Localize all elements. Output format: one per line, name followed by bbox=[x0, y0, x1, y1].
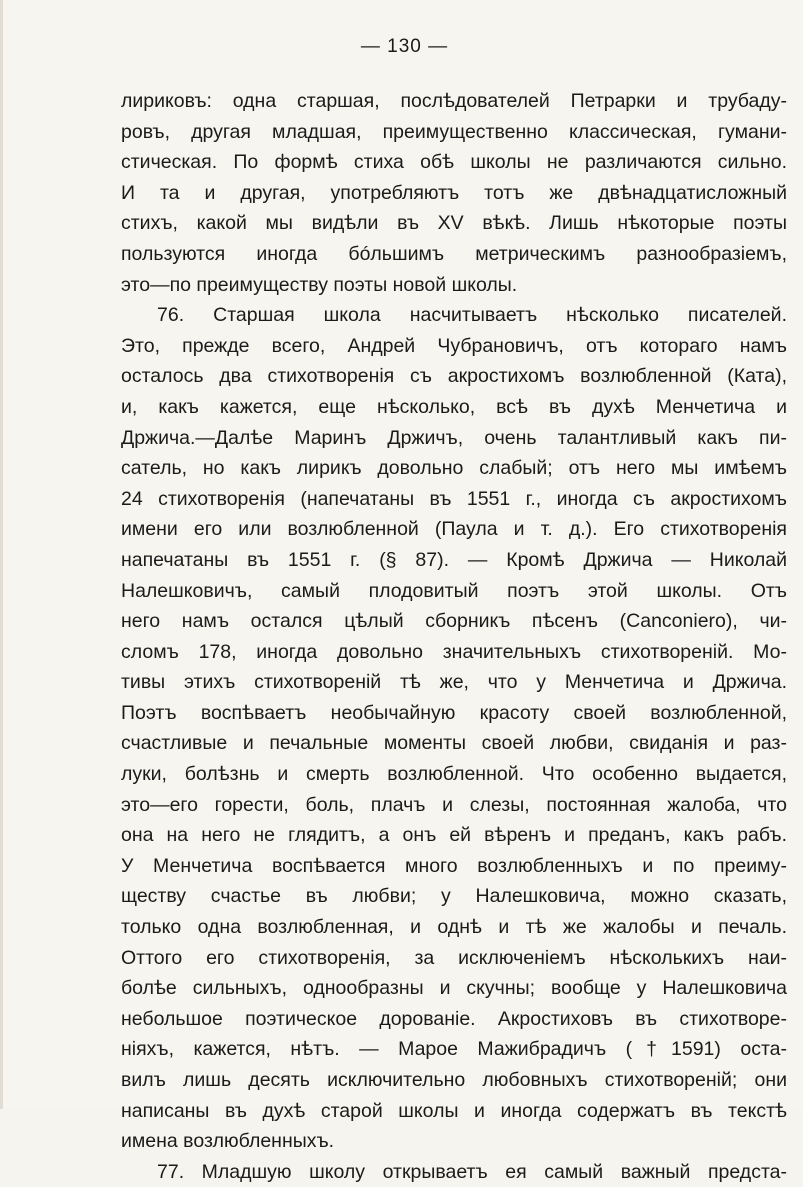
text-line: болѣе сильныхъ, однообразны и скучны; вообще у Налешковича bbox=[121, 977, 787, 1000]
text-line: пользуются иногда бóльшимъ метрическимъ разнообразіемъ, bbox=[121, 242, 787, 265]
text-line: вилъ лишь десять исключительно любовныхъ стихотвореній; они bbox=[121, 1069, 787, 1091]
text-line: Это, прежде всего, Андрей Чубрановичъ, отъ котораго намъ bbox=[121, 334, 787, 357]
text-line: 76. Старшая школа насчитываетъ нѣсколько писателей. bbox=[157, 304, 787, 327]
text-line: напечатаны въ 1551 г. (§ 87). — Кромѣ Држича — Николай bbox=[121, 548, 787, 571]
text-line: имена возлюбленныхъ. bbox=[121, 1130, 335, 1153]
text-line: ществу счастье въ любви; у Налешковича, можно сказать, bbox=[121, 885, 787, 908]
text-line: лириковъ: одна старшая, послѣдователей Петрарки и трубаду- bbox=[121, 90, 787, 112]
text-line: небольшое поэтическое дорованіе. Акростиховъ въ стихотворе- bbox=[121, 1007, 787, 1030]
text-line: 24 стихотворенія (напечатаны въ 1551 г., иногда съ акростихомъ bbox=[121, 487, 787, 510]
text-line: счастливые и печальные моменты своей любви, свиданія и раз- bbox=[121, 732, 787, 755]
text-line: это—его горести, боль, плачъ и слезы, постоянная жалоба, что bbox=[121, 793, 787, 816]
text-line: У Менчетича воспѣвается много возлюбленныхъ и по преиму- bbox=[121, 854, 787, 877]
page-number: — 130 — bbox=[360, 36, 449, 57]
text-line: это—по преимуществу поэты новой школы. bbox=[121, 273, 518, 296]
text-line: 77. Младшую школу открываетъ ея самый важный предста- bbox=[157, 1160, 787, 1183]
text-line: она на него не глядитъ, а онъ ей вѣренъ и преданъ, какъ рабъ. bbox=[121, 824, 787, 847]
text-line: ніяхъ, кажется, нѣтъ. — Мароe Мажибрадичъ (†1591) оста- bbox=[121, 1038, 787, 1061]
text-line: сломъ 178, иногда довольно значительныхъ стихотвореній. Мо- bbox=[121, 640, 787, 663]
text-line: и, какъ кажется, еще нѣсколько, всѣ въ духѣ Менчетича и bbox=[121, 395, 787, 418]
text-line: стихъ, какой мы видѣли въ XV вѣкѣ. Лишь нѣкоторые поэты bbox=[121, 212, 787, 235]
text-line: тивы этихъ стихотвореній тѣ же, что у Менчетича и Држича. bbox=[121, 671, 787, 694]
text-line: написаны въ духѣ старой школы и иногда содержатъ въ текстѣ bbox=[121, 1099, 787, 1122]
text-line: него намъ остался цѣлый сборникъ пѣсенъ (Canconiero), чи- bbox=[121, 610, 787, 633]
text-line: ровъ, другая младшая, преимущественно классическая, гумани- bbox=[121, 120, 787, 143]
text-line: Држича.—Далѣе Маринъ Држичъ, очень талантливый какъ пи- bbox=[121, 426, 787, 449]
text-line: имени его или возлюбленной (Паула и т. д.). Его стихотворенія bbox=[121, 518, 787, 541]
text-line: Поэтъ воспѣваетъ необычайную красоту своей возлюбленной, bbox=[121, 701, 787, 724]
text-line: осталось два стихотворенія съ акростихомъ возлюбленной (Ката), bbox=[121, 365, 787, 388]
text-line: только одна возлюбленная, и однѣ и тѣ же жалобы и печаль. bbox=[121, 916, 787, 939]
text-line: Налешковичъ, самый плодовитый поэтъ этой школы. Отъ bbox=[121, 579, 787, 602]
text-line: луки, болѣзнь и смерть возлюбленной. Что особенно выдается, bbox=[121, 763, 787, 786]
text-line: сатель, но какъ лирикъ довольно слабый; отъ него мы имѣемъ bbox=[121, 457, 787, 480]
text-line: Оттого его стихотворенія, за исключеніемъ нѣсколькихъ наи- bbox=[121, 946, 787, 969]
text-line: И та и другая, употребляютъ тотъ же двѣнадцатисложный bbox=[121, 181, 787, 204]
text-line: стическая. По формѣ стиха обѣ школы не различаются сильно. bbox=[121, 151, 787, 174]
body-text bbox=[121, 86, 787, 1187]
